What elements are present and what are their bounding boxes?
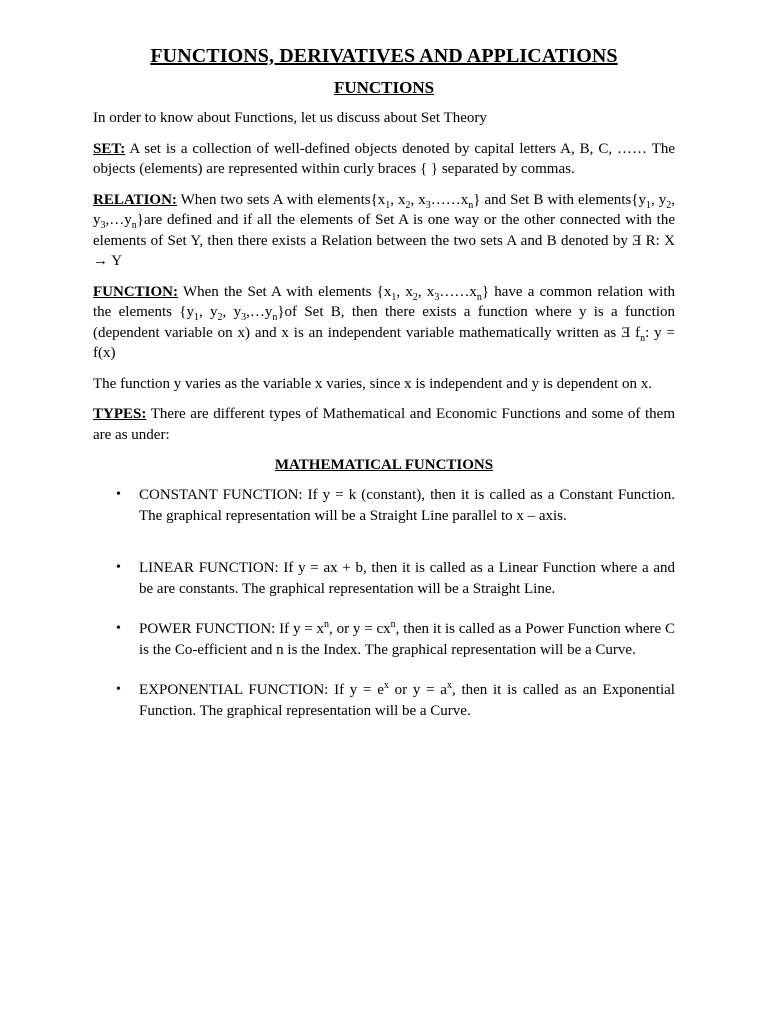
bullet-icon: •	[116, 682, 121, 697]
types-paragraph	[93, 404, 675, 445]
set-paragraph	[93, 139, 675, 180]
section-heading-functions: FUNCTIONS	[333, 78, 435, 97]
types-term: TYPES:	[93, 406, 147, 422]
document-title: FUNCTIONS, DERIVATIVES AND APPLICATIONS	[150, 45, 618, 67]
set-text: A set is a collection of well-defined objects denoted by capital letters A, B, C, …… The objects (elements) are represented within curly braces { } separated by commas.	[93, 140, 675, 177]
list-item-exponential-function: • EXPONENTIAL FUNCTION: If $y = e^x$ or $y = a^x$, then it is called as an Exponential Function. The graphical representation will be a Curve.	[116, 680, 675, 719]
list-item-constant-function: • CONSTANT FUNCTION: If y = k (constant), then it is called as a Constant Function. The graphical representation will be a Straight Line parallel to x – axis.	[116, 487, 675, 524]
bullet-icon: •	[116, 621, 121, 636]
function-paragraph: FUNCTION: When the Set A with elements {$x_1$, $x_2$, $x_3\dots\dots x_n$} have a common relation with the elements {$y_1$, $y_2$, $y_3,\dots y_n\}of$ Set B, then there exists a function where y is a function (dependent variable on x) and x is an independent variable mathematically written as Ǝ $f_n$: y = f(x)	[93, 283, 676, 361]
list-item-power-function: • POWER FUNCTION: If $y = x^n$, or $y = cx^n$, then it is called as a Power Function where C is the Co-efficient and n is the Index. The graphical representation will be a Curve.	[116, 619, 675, 658]
types-text: There are different types of Mathematical and Economic Functions and some of them are as under:	[93, 406, 675, 443]
varies-paragraph: The function y varies as the variable x varies, since x is independent and y is dependent on x.	[93, 375, 652, 392]
set-term: SET:	[93, 140, 126, 157]
relation-paragraph: RELATION: When two sets A with $elements\{x_1$, $x_2$, $x_3\dots\dots x_n$} and Set B with $elements\{y_1$, $y_2$, $y_3,\dots y_n\}are$ defined and if all the elements of Set A is one way or the other connected with the elements of Set Y, then there exists a Relation between the two sets A and B denoted by Ǝ R: X → Y	[93, 191, 675, 269]
function-term: FUNCTION:	[93, 283, 178, 300]
bullet-icon: •	[116, 560, 121, 575]
document-content	[93, 43, 675, 721]
mathematical-functions-heading: MATHEMATICAL FUNCTIONS	[274, 457, 494, 473]
bullet-icon: •	[116, 487, 121, 502]
function-types-list	[93, 485, 675, 721]
list-item-linear-function: • LINEAR FUNCTION: If y = ax + b, then it is called as a Linear Function where a and be are constants. The graphical representation will be a Straight Line.	[116, 560, 675, 597]
relation-term: RELATION:	[93, 191, 177, 208]
intro-paragraph: In order to know about Functions, let us discuss about Set Theory	[93, 110, 487, 126]
